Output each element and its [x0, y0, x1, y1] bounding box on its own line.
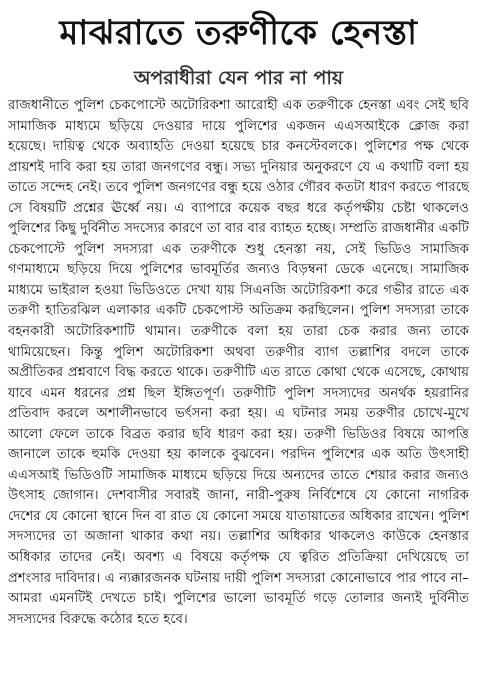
headline: মাঝরাতে তরুণীকে হেনস্তা	[59, 13, 418, 53]
article-body	[8, 96, 469, 630]
article-paragraph: রাজধানীতে পুলিশ চেকপোস্টে অটোরিকশা আরোহী এক তরুণীকে হেনস্তা এবং সেই ছবি সামাজিক মাধ্যমে ছড়িয়ে দেওয়ার দায়ে পুলিশের একজন এএসআইকে ক্লোজ করা হয়েছে। দায়িত্ব থেকে অব্যাহতি দেওয়া হয়েছে চার কনস্টেবলকে। পুলিশের পক্ষ থেকে প্রায়শই দাবি করা হয় তারা জনগণের বন্ধু। সভ্য দুনিয়ার অনুকরণে যে এ কথাটি বলা হয় তাতে সন্দেহ নেই। তবে পুলিশ জনগণের বন্ধু হয়ে ওঠার গৌরব কতটা ধারণ করতে পারছে সে বিষয়টি প্রশ্নের ঊর্ধ্বে নয়। এ ব্যাপারে কয়েক বছর ধরে কর্তৃপক্ষীয় চেষ্টা থাকলেও পুলিশের কিছু দুর্বিনীত সদস্যের কারণে তা বার বার ব্যাহত হচ্ছে। সম্প্রতি রাজধানীর একটি চেকপোস্টে পুলিশ সদস্যরা এক তরুণীকে শুধু হেনস্তা নয়, সেই ভিডিও সামাজিক গণমাধ্যমে ছড়িয়ে দিয়ে পুলিশের ভাবমূর্তির জন্যও বিড়ম্বনা ডেকে এনেছে। সামাজিক মাধ্যমে ভাইরাল হওয়া ভিডিওতে দেখা যায় সিএনজি অটোরিকশা করে গভীর রাতে এক তরুণী হাতিরঝিল এলাকার একটি চেকপোস্ট অতিক্রম করছিলেন। পুলিশ সদস্যরা তাকে বহনকারী অটোরিকশাটি থামান। তরুণীকে বলা হয় তারা চেক করার জন্য তাকে থামিয়েছেন। কিন্তু পুলিশ অটোরিকশা অথবা তরুণীর ব্যাগ তল্লাশির বদলে তাকে অপ্রীতিকর প্রশ্নবাণে বিদ্ধ করতে থাকে। তরুণীটি এত রাতে কোথা থেকে এসেছে, কোথায় যাবে এমন ধরনের প্রশ্ন ছিল ইঙ্গিতপূর্ণ। তরুণীটি পুলিশ সদস্যদের অনর্থক হয়রানির প্রতিবাদ করলে অশালীনভাবে ভর্ৎসনা করা হয়। এ ঘটনার সময় তরুণীর চোখে-মুখে আলো ফেলে তাকে বিব্রত করার ছবি ধারণ করা হয়। তরুণী ভিডিওর বিষয়ে আপত্তি জানালে তাকে হুমকি দেওয়া হয় কালকে বুঝবেন। পরদিন পুলিশের এক অতি উৎসাহী এএসআই ভিডিওটি সামাজিক মাধ্যমে ছড়িয়ে দিয়ে অন্যদের তাতে শেয়ার করার জন্যও উৎসাহ জোগান। দেশবাসীর সবারই জানা, নারী-পুরুষ নির্বিশেষে যে কোনো নাগরিক দেশের যে কোনো স্থানে দিন বা রাত যে কোনো সময়ে যাতায়াতের অধিকার রাখেন। পুলিশ সদস্যদের তা অজানা থাকার কথা নয়। তল্লাশির অধিকার থাকলেও কাউকে হেনস্তার অধিকার তাদের নেই। অবশ্য এ বিষয়ে কর্তৃপক্ষ যে ত্বরিত প্রতিক্রিয়া দেখিয়েছে তা প্রশংসার দাবিদার। এ ন্যক্কারজনক ঘটনায় দায়ী পুলিশ সদস্যরা কোনোভাবে পার পাবে না– আমরা এমনটিই দেখতে চাই। পুলিশের ভালো ভাবমূর্তি গড়ে তোলার জন্যই দুর্বিনীত সদস্যদের বিরুদ্ধে কঠোর হতে হবে।	[8, 98, 469, 627]
subheadline: অপরাধীরা যেন পার না পায়	[133, 67, 344, 89]
